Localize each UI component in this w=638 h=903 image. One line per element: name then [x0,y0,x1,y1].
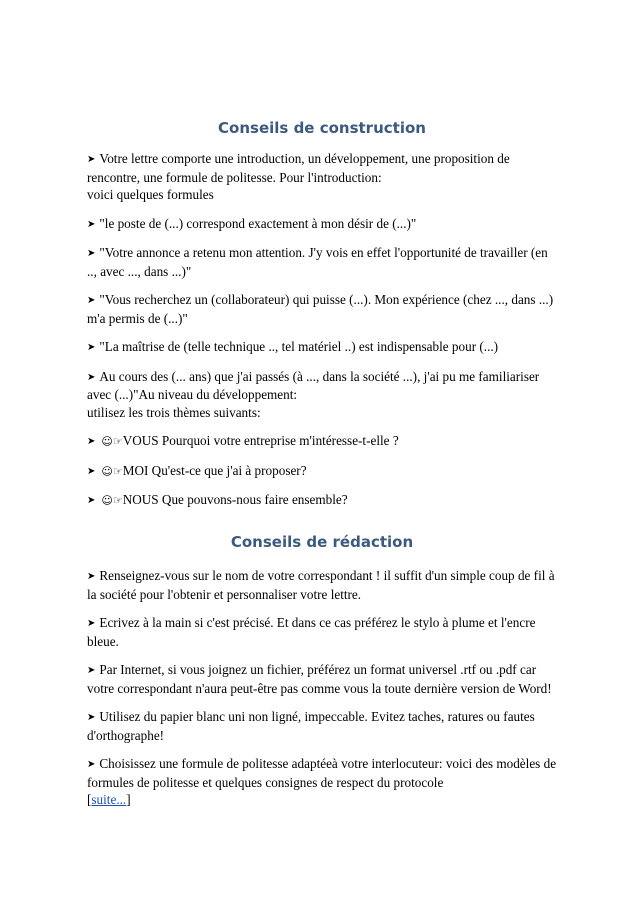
construction-item-vous: ➤ ☺☞VOUS Pourquoi votre entreprise m'intéresse-t-elle ? [87,432,557,451]
redaction-item-4: ➤ Utilisez du papier blanc uni non ligné, impeccable. Evitez taches, ratures ou fautes d'orthographe! [87,709,535,743]
arrow-bullet-icon: ➤ [87,665,96,676]
arrow-bullet-icon: ➤ [87,465,96,477]
construction-item-1: ➤ Votre lettre comporte une introduction, un développement, une proposition de rencontre, une formule de politesse. Pour l'introduction: voici quelques formules [87,151,510,202]
arrow-bullet-icon: ➤ [87,618,96,629]
arrow-bullet-icon: ➤ [87,371,96,383]
redaction-item-2: ➤ Ecrivez à la main si c'est précisé. Et dans ce cas préférez le stylo à plume et l'encre bleue. [87,615,536,649]
suite-link[interactable]: suite... [91,792,127,807]
redaction-item-3: ➤ Par Internet, si vous joignez un fichier, préférez un format universel .rtf ou .pdf car votre correspondant n'aura peut-être pas comme vous la toute dernière version de Word! [87,662,552,696]
arrow-bullet-icon: ➤ [87,154,96,165]
smiley-pointing-hand-icon: ☺☞ [101,494,123,507]
redaction-item-1: ➤ Renseignez-vous sur le nom de votre correspondant ! il suffit d'un simple coup de fil à la société pour l'obtenir et personnaliser votre lettre. [87,568,555,602]
construction-list [87,150,557,521]
arrow-bullet-icon: ➤ [87,759,96,770]
arrow-bullet-icon: ➤ [87,712,96,723]
construction-item-3: ➤ "Votre annonce a retenu mon attention. J'y vois en effet l'opportunité de travailler (en .., avec ..., dans ...)" [87,245,548,279]
construction-item-nous: ➤ ☺☞NOUS Que pouvons-nous faire ensemble? [87,491,557,510]
arrow-bullet-icon: ➤ [87,436,96,447]
arrow-bullet-icon: ➤ [87,495,96,506]
arrow-bullet-icon: ➤ [87,218,96,230]
construction-item-5: ➤ "La maîtrise de (telle technique .., tel matériel ..) est indispensable pour (...) [87,338,557,357]
redaction-list [87,567,557,820]
construction-item-2: ➤ "le poste de (...) correspond exactement à mon désir de (...)" [87,215,557,234]
construction-item-6: ➤ Au cours des (... ans) que j'ai passés (à ..., dans la société ...), j'ai pu me familiariser avec (...)"Au niveau du développement: utilisez les trois thèmes suivants: [87,368,540,420]
smiley-pointing-hand-icon: ☺☞ [101,464,123,478]
arrow-bullet-icon: ➤ [87,295,96,306]
smiley-pointing-hand-icon: ☺☞ [101,435,123,448]
section-title-construction: Conseils de construction [218,119,426,137]
redaction-item-5: ➤ Choisissez une formule de politesse adaptéeà votre interlocuteur: voici des modèles de formules de politesse et quelques consignes de respect du protocole [suite...] [87,756,557,807]
construction-item-4: ➤ "Vous recherchez un (collaborateur) qui puisse (...). Mon expérience (chez ..., dans ...) m'a permis de (...)" [87,292,554,326]
arrow-bullet-icon: ➤ [87,571,96,582]
arrow-bullet-icon: ➤ [87,342,96,353]
construction-item-moi: ➤ ☺☞MOI Qu'est-ce que j'ai à proposer? [87,462,557,481]
arrow-bullet-icon: ➤ [87,248,96,259]
section-title-redaction: Conseils de rédaction [230,533,414,551]
